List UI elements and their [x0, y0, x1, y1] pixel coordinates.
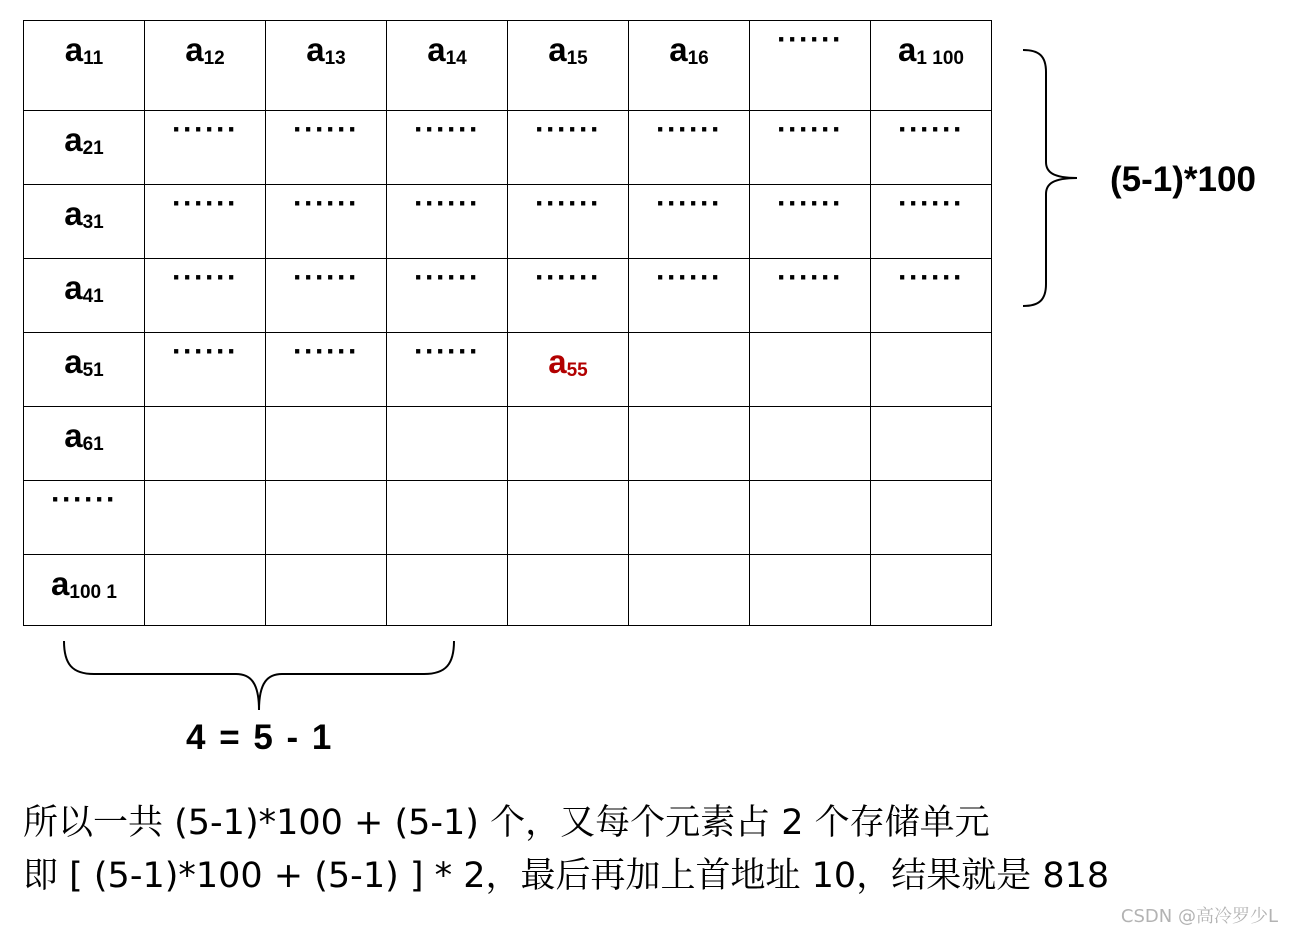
columns-count-label: 4 = 5 - 1: [186, 718, 334, 757]
matrix-cell: [24, 407, 145, 481]
element-base: a: [306, 31, 325, 68]
matrix-cell: [750, 481, 871, 555]
watermark-text: CSDN @高冷罗少L: [1120, 906, 1278, 927]
ellipsis-text: ······: [172, 113, 238, 146]
right-curly-brace: [1015, 44, 1085, 312]
ellipsis-text: ······: [777, 187, 843, 220]
element-base: a: [548, 31, 567, 68]
matrix-cell: [387, 481, 508, 555]
matrix-cell: [266, 481, 387, 555]
ellipsis-text: ······: [777, 23, 843, 56]
matrix-cell: [629, 555, 750, 626]
ellipsis-text: ······: [656, 187, 722, 220]
element-base: a: [898, 31, 917, 68]
element-subscript: 41: [82, 286, 104, 307]
ellipsis-text: ······: [898, 261, 964, 294]
matrix-cell: [871, 185, 992, 259]
element-base: a: [64, 269, 83, 306]
matrix-row: [24, 185, 992, 259]
ellipsis-text: ······: [535, 261, 601, 294]
ellipsis-text: ······: [172, 261, 238, 294]
matrix-cell: [24, 111, 145, 185]
matrix-cell: [629, 481, 750, 555]
matrix-body: [24, 21, 992, 626]
ellipsis-text: ······: [293, 335, 359, 368]
matrix-cell: [387, 333, 508, 407]
matrix-cell: [508, 481, 629, 555]
element-label: [306, 33, 346, 73]
matrix-cell: [145, 111, 266, 185]
matrix-cell: [750, 185, 871, 259]
ellipsis-text: ······: [414, 187, 480, 220]
matrix-cell: [750, 555, 871, 626]
element-subscript: 61: [82, 434, 104, 455]
matrix-cell: [145, 555, 266, 626]
element-base: a: [64, 343, 83, 380]
element-subscript: 55: [566, 360, 588, 381]
ellipsis-text: ······: [656, 113, 722, 146]
matrix-cell: [24, 481, 145, 555]
matrix-cell: [871, 333, 992, 407]
ellipsis-text: ······: [777, 261, 843, 294]
element-label: [65, 33, 103, 73]
matrix-cell: [266, 111, 387, 185]
element-label: [185, 33, 225, 73]
ellipsis-text: ······: [293, 113, 359, 146]
ellipsis-text: ······: [414, 113, 480, 146]
matrix-cell: [629, 111, 750, 185]
matrix-cell: [508, 21, 629, 111]
element-label: [64, 271, 104, 311]
element-label: [51, 567, 117, 607]
matrix-cell: [871, 407, 992, 481]
element-label: [64, 345, 104, 385]
matrix-row: [24, 21, 992, 111]
element-subscript: 1 100: [916, 48, 964, 69]
matrix-cell: [266, 21, 387, 111]
matrix-cell: [24, 333, 145, 407]
matrix-cell: [750, 333, 871, 407]
element-subscript: 16: [687, 48, 709, 69]
matrix-cell: [629, 333, 750, 407]
matrix-cell: [508, 555, 629, 626]
ellipsis-text: ······: [414, 335, 480, 368]
element-label: [669, 33, 709, 73]
matrix-cell: [629, 259, 750, 333]
matrix-cell: [387, 407, 508, 481]
matrix-cell: [750, 21, 871, 111]
matrix-cell: [387, 111, 508, 185]
element-subscript: 31: [82, 212, 104, 233]
element-base: a: [64, 31, 84, 68]
bottom-curly-brace-path: [64, 641, 454, 710]
matrix-cell: [508, 259, 629, 333]
element-subscript: 12: [203, 48, 225, 69]
highlighted-element-label: [548, 345, 588, 385]
element-base: a: [548, 343, 567, 380]
matrix-cell: [871, 111, 992, 185]
element-base: a: [64, 195, 83, 232]
ellipsis-text: ······: [898, 187, 964, 220]
ellipsis-text: ······: [535, 187, 601, 220]
element-label: [548, 33, 588, 73]
matrix-cell: [266, 333, 387, 407]
matrix-cell: [629, 21, 750, 111]
matrix-cell: [508, 333, 629, 407]
matrix-cell: [750, 259, 871, 333]
matrix-cell: [266, 259, 387, 333]
matrix-cell: [750, 111, 871, 185]
element-subscript: 13: [324, 48, 346, 69]
right-curly-brace-path: [1023, 50, 1077, 306]
ellipsis-text: ······: [414, 261, 480, 294]
matrix-cell: [387, 555, 508, 626]
matrix-row: [24, 407, 992, 481]
element-label: [64, 419, 104, 459]
element-subscript: 15: [566, 48, 588, 69]
matrix-cell: [871, 555, 992, 626]
matrix-table: [23, 20, 992, 626]
matrix-cell: [266, 407, 387, 481]
explanation-line-2: 即 [ (5-1)*100 + (5-1) ] * 2，最后再加上首地址 10，结果就是 818: [23, 856, 1110, 896]
ellipsis-text: ······: [777, 113, 843, 146]
matrix-cell: [871, 481, 992, 555]
element-label: [64, 123, 104, 163]
ellipsis-text: ······: [51, 483, 117, 516]
matrix-cell: [24, 555, 145, 626]
matrix-cell: [629, 185, 750, 259]
element-subscript: 100 1: [69, 582, 117, 603]
matrix-row: [24, 259, 992, 333]
matrix-cell: [145, 481, 266, 555]
matrix-cell: [750, 407, 871, 481]
matrix-row: [24, 333, 992, 407]
element-base: a: [185, 31, 204, 68]
matrix-cell: [871, 21, 992, 111]
bottom-curly-brace: [58, 636, 462, 716]
element-subscript: 11: [83, 48, 104, 69]
matrix-cell: [145, 185, 266, 259]
element-label: [64, 197, 104, 237]
matrix-cell: [387, 185, 508, 259]
element-base: a: [427, 31, 446, 68]
matrix-cell: [629, 407, 750, 481]
element-base: a: [51, 565, 70, 602]
element-label: [427, 33, 467, 73]
matrix-cell: [24, 259, 145, 333]
ellipsis-text: ······: [535, 113, 601, 146]
ellipsis-text: ······: [898, 113, 964, 146]
matrix-cell: [387, 259, 508, 333]
element-base: a: [64, 121, 83, 158]
matrix-cell: [266, 185, 387, 259]
matrix-cell: [24, 21, 145, 111]
element-base: a: [64, 417, 83, 454]
element-subscript: 14: [445, 48, 467, 69]
matrix-cell: [145, 21, 266, 111]
matrix-cell: [508, 185, 629, 259]
matrix-cell: [266, 555, 387, 626]
matrix-cell: [24, 185, 145, 259]
matrix-cell: [508, 111, 629, 185]
element-subscript: 51: [82, 360, 104, 381]
explanation-line-1: 所以一共 (5-1)*100 + (5-1) 个，又每个元素占 2 个存储单元: [23, 803, 990, 843]
element-label: [898, 33, 964, 73]
ellipsis-text: ······: [293, 261, 359, 294]
matrix-cell: [145, 259, 266, 333]
ellipsis-text: ······: [293, 187, 359, 220]
matrix-cell: [145, 333, 266, 407]
ellipsis-text: ······: [656, 261, 722, 294]
matrix-cell: [508, 407, 629, 481]
matrix-cell: [387, 21, 508, 111]
matrix-row: [24, 555, 992, 626]
element-subscript: 21: [82, 138, 104, 159]
matrix-row: [24, 111, 992, 185]
matrix-cell: [871, 259, 992, 333]
ellipsis-text: ······: [172, 187, 238, 220]
matrix-row: [24, 481, 992, 555]
element-base: a: [669, 31, 688, 68]
rows-count-label: (5-1)*100: [1110, 160, 1256, 199]
ellipsis-text: ······: [172, 335, 238, 368]
matrix-cell: [145, 407, 266, 481]
